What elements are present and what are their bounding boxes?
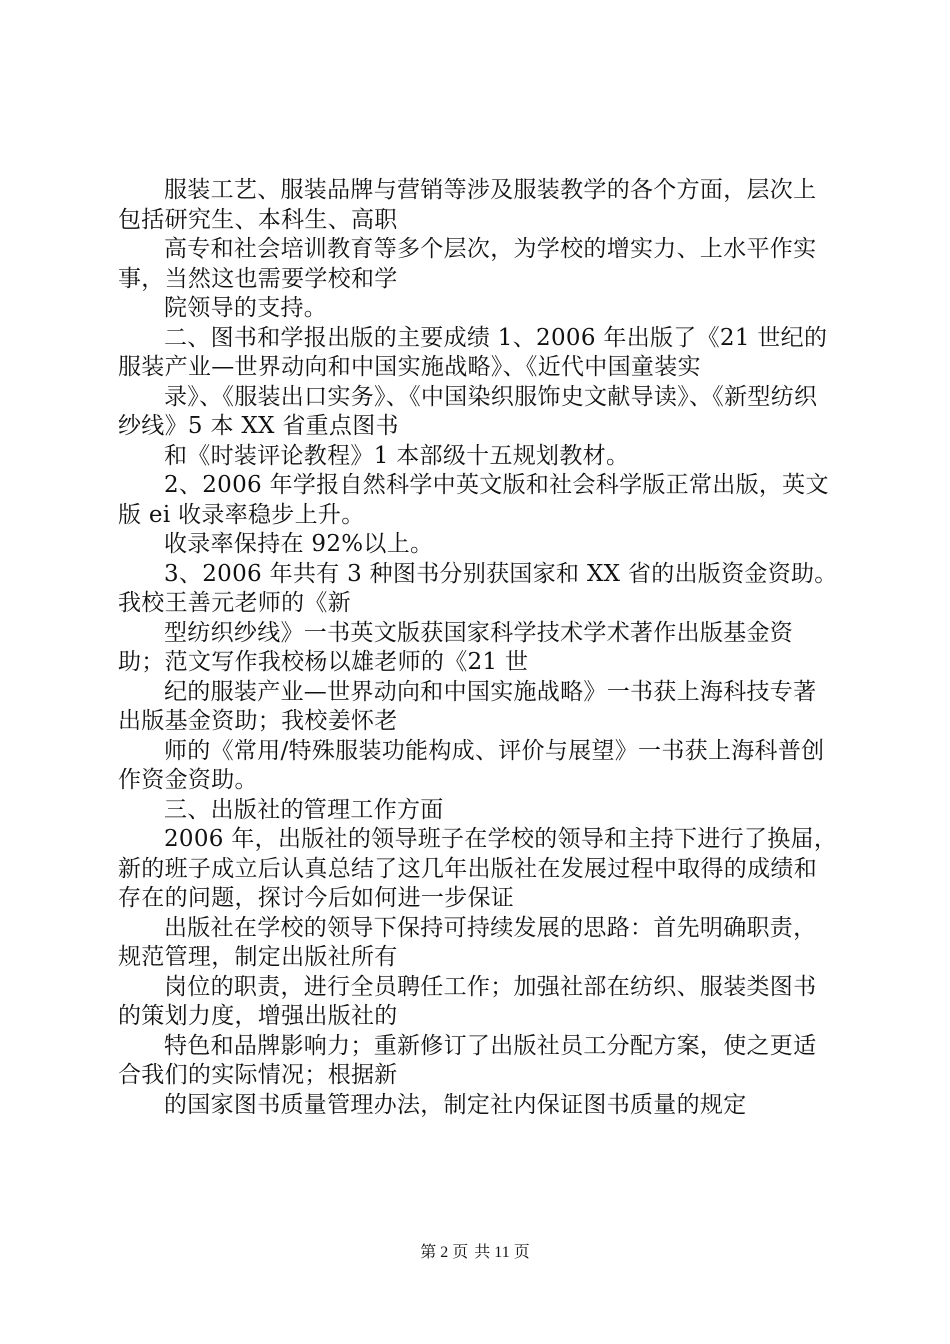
paragraph: 服装工艺、服装品牌与营销等涉及服装教学的各个方面，层次上包括研究生、本科生、高职 <box>118 177 817 233</box>
paragraph: 出版社在学校的领导下保持可持续发展的思路：首先明确职责，规范管理，制定出版社所有 <box>118 914 817 970</box>
page-footer <box>0 1243 950 1263</box>
paragraph: 岗位的职责，进行全员聘任工作；加强社部在纺织、服装类图书的策划力度，增强出版社的 <box>118 973 817 1029</box>
paragraph: 收录率保持在 92%以上。 <box>164 531 434 557</box>
paragraph: 高专和社会培训教育等多个层次，为学校的增实力、上水平作实事，当然这也需要学校和学 <box>118 236 817 292</box>
paragraph: 师的《常用/特殊服装功能构成、评价与展望》一书获上海科普创作资金资助。 <box>118 737 825 793</box>
paragraph: 特色和品牌影响力；重新修订了出版社员工分配方案，使之更适合我们的实际情况；根据新 <box>118 1032 817 1088</box>
page-number: 第 2 页 <box>420 1244 469 1261</box>
paragraph: 2006 年，出版社的领导班子在学校的领导和主持下进行了换届，新的班子成立后认真总结了这几年出版社在发展过程中取得的成绩和存在的问题，探讨今后如何进一步保证 <box>118 826 838 911</box>
section-heading: 三、出版社的管理工作方面 <box>164 796 444 823</box>
document-body <box>118 176 838 1120</box>
paragraph: 院领导的支持。 <box>164 295 328 321</box>
paragraph: 录》、《服装出口实务》、《中国染织服饰史文献导读》、《新型纺织纱线》5 本 XX 省重点图书 <box>118 383 818 439</box>
paragraph: 和《时装评论教程》1 本部级十五规划教材。 <box>164 442 630 469</box>
section-heading-paragraph: 二、图书和学报出版的主要成绩 1、2006 年出版了《21 世纪的服装产业—世界动向和中国实施战略》、《近代中国童装实 <box>118 324 828 380</box>
paragraph: 3、2006 年共有 3 种图书分别获国家和 XX 省的出版资金资助。我校王善元老师的《新 <box>118 560 838 616</box>
paragraph: 的国家图书质量管理办法，制定社内保证图书质量的规定 <box>164 1091 747 1118</box>
paragraph: 纪的服装产业—世界动向和中国实施战略》一书获上海科技专著出版基金资助；我校姜怀老 <box>118 678 817 734</box>
page-total: 共 11 页 <box>474 1244 530 1261</box>
paragraph: 型纺织纱线》一书英文版获国家科学技术学术著作出版基金资助；范文写作我校杨以雄老师的《21 世 <box>118 619 794 675</box>
paragraph: 2、2006 年学报自然科学中英文版和社会科学版正常出版，英文版 ei 收录率稳步上升。 <box>118 472 829 528</box>
